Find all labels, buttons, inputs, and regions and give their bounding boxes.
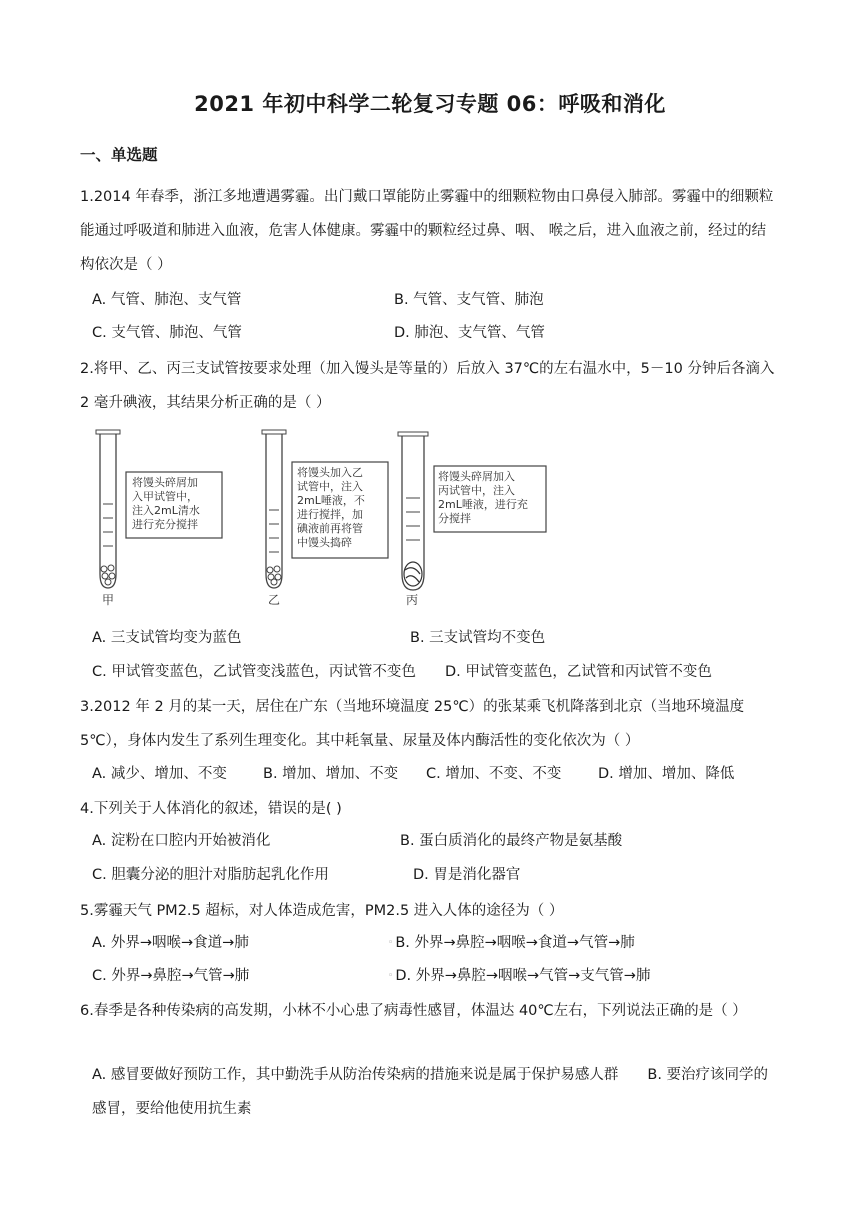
question-5-option-b: ◦ B. 外界→鼻腔→咽喉→食道→气管→肺 bbox=[388, 935, 635, 951]
tube-bing bbox=[398, 432, 428, 590]
page-title: 2021 年初中科学二轮复习专题 06：呼吸和消化 bbox=[194, 92, 666, 116]
tube-jia-text-2: 入甲试管中， bbox=[132, 490, 198, 503]
tube-bing-text-3: 2mL唾液，进行充 bbox=[438, 498, 528, 511]
question-2-option-a: A. 三支试管均变为蓝色 bbox=[92, 630, 242, 646]
question-3-option-b: B. 增加、增加、不变 bbox=[263, 766, 399, 782]
tube-yi-text-1: 将馒头加入乙 bbox=[297, 466, 363, 479]
question-1-option-c: C. 支气管、肺泡、气管 bbox=[92, 325, 242, 341]
question-2-option-b: B. 三支试管均不变色 bbox=[410, 630, 546, 646]
tube-bing-text-2: 丙试管中，注入 bbox=[438, 484, 515, 497]
question-3-option-a: A. 减少、增加、不变 bbox=[92, 766, 227, 782]
tube-jia-text-3: 注入2mL清水 bbox=[132, 504, 200, 517]
question-5-option-c: C. 外界→鼻腔→气管→肺 bbox=[92, 968, 250, 984]
tube-yi-text-2: 试管中，注入 bbox=[297, 480, 363, 493]
tube-bing-text-4: 分搅拌 bbox=[438, 512, 471, 525]
tube-jia bbox=[96, 430, 120, 588]
question-3-option-c: C. 增加、不变、不变 bbox=[426, 766, 562, 782]
tube-yi-text-4: 进行搅拌，加 bbox=[297, 508, 363, 521]
test-tube-figure bbox=[92, 424, 562, 609]
tube-jia-label: 甲 bbox=[102, 593, 115, 607]
question-5-option-d-text: D. 外界→鼻腔→咽喉→气管→支气管→肺 bbox=[395, 968, 651, 984]
question-6-stem: 6.春季是各种传染病的高发期，小林不小心患了病毒性感冒，体温达 40℃左右，下列说法正确的是（ ） bbox=[80, 1003, 747, 1019]
question-1-stem: 1.2014 年春季，浙江多地遭遇雾霾。出门戴口罩能防止雾霾中的细颗粒物由口鼻侵入肺部。雾霾中的细颗粒能通过呼吸道和肺进入血液，危害人体健康。雾霾中的颗粒经过鼻、咽、 喉之后，进入血液之前，经过的结构依次是（ ） bbox=[80, 189, 774, 273]
tube-yi bbox=[262, 430, 286, 588]
tube-bing-label: 丙 bbox=[406, 593, 419, 607]
tube-yi-label: 乙 bbox=[268, 593, 281, 607]
tube-jia-text-1: 将馒头碎屑加 bbox=[132, 476, 198, 489]
question-5-option-a: A. 外界→咽喉→食道→肺 bbox=[92, 935, 249, 951]
question-3-option-d: D. 增加、增加、降低 bbox=[598, 766, 735, 782]
question-4-option-a: A. 淀粉在口腔内开始被消化 bbox=[92, 833, 271, 849]
question-4-option-b: B. 蛋白质消化的最终产物是氨基酸 bbox=[400, 833, 623, 849]
question-1-option-a: A. 气管、肺泡、支气管 bbox=[92, 292, 242, 308]
question-4-option-d: D. 胃是消化器官 bbox=[413, 867, 521, 883]
question-1-option-b: B. 气管、支气管、肺泡 bbox=[394, 292, 544, 308]
tube-bing-text-1: 将馒头碎屑加入 bbox=[438, 470, 515, 483]
tube-yi-text-5: 碘液前再将管 bbox=[297, 522, 363, 535]
question-3-stem: 3.2012 年 2 月的某一天，居住在广东（当地环境温度 25℃）的张某乘飞机降落到北京（当地环境温度 5℃），身体内发生了系列生理变化。其中耗氧量、尿量及体内酶活性的变化依次为（ ） bbox=[80, 699, 745, 749]
tube-jia-text-4: 进行充分搅拌 bbox=[132, 518, 198, 531]
section-heading: 一、单选题 bbox=[80, 146, 158, 164]
tube-yi-text-3: 2mL唾液，不 bbox=[297, 494, 365, 507]
question-2-option-c: C. 甲试管变蓝色，乙试管变浅蓝色，丙试管不变色 bbox=[92, 664, 416, 680]
question-2-option-d: D. 甲试管变蓝色，乙试管和丙试管不变色 bbox=[445, 664, 712, 680]
question-2-stem: 2.将甲、乙、丙三支试管按要求处理（加入馒头是等量的）后放入 37℃的左右温水中，5－10 分钟后各滴入 2 毫升碘液，其结果分析正确的是（ ） bbox=[80, 361, 775, 411]
question-4-option-c: C. 胆囊分泌的胆汁对脂肪起乳化作用 bbox=[92, 867, 329, 883]
question-4-stem: 4.下列关于人体消化的叙述，错误的是( ) bbox=[80, 801, 342, 817]
question-6-option-a-b: A. 感冒要做好预防工作，其中勤洗手从防治传染病的措施来说是属于保护易感人群 B. 要治疗该同学的感冒，要给他使用抗生素 bbox=[92, 1067, 769, 1117]
question-5-stem: 5.雾霾天气 PM2.5 超标，对人体造成危害，PM2.5 进入人体的途径为（ ） bbox=[80, 903, 564, 919]
question-1-option-d: D. 肺泡、支气管、气管 bbox=[394, 325, 545, 341]
question-5-option-b-text: B. 外界→鼻腔→咽喉→食道→气管→肺 bbox=[395, 935, 635, 951]
tube-yi-text-6: 中馒头捣碎 bbox=[297, 536, 352, 549]
question-5-option-d: ◦ D. 外界→鼻腔→咽喉→气管→支气管→肺 bbox=[388, 968, 651, 984]
